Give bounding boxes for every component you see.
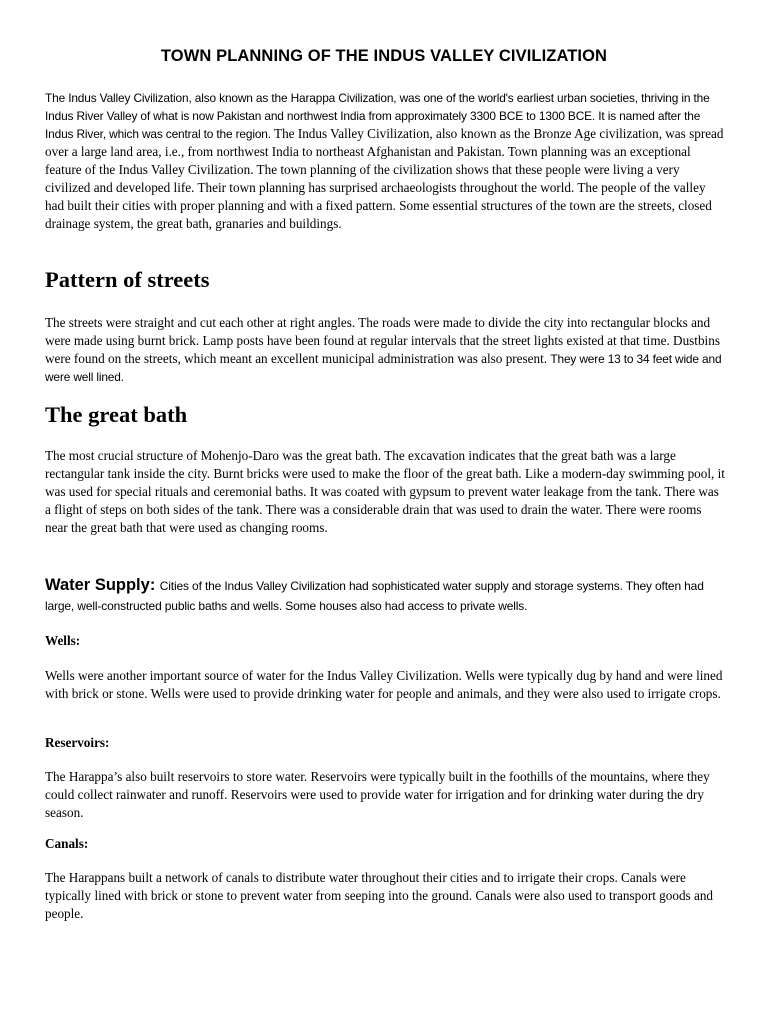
intro-paragraph: [45, 89, 725, 233]
page-title: TOWN PLANNING OF THE INDUS VALLEY CIVILIZATION: [160, 47, 608, 65]
reservoirs-text: ’s also built reservoirs to store water. Reservoirs were typically built in the foothills of the mountains, where they could collect rainwater and runoff. Reservoirs were used to provide water for irrigation and for drinking water during the dry season.: [45, 769, 710, 820]
streets-text: The streets were straight and cut each other at right angles. The roads were made to divide the city into rectangular blocks and were made using burnt brick. Lamp posts have been found at regular intervals that the street lights existed at that time. Dustbins were found on the streets, which meant an excellent municipal administration was also present.: [45, 315, 720, 366]
intro-text-part1: The Indus Valley Civilization, also known as the Harappa Civilization, was one of the world's earliest urban societies, thriving in the Indus River Valley of what is now Pakistan and northwest India from approximately 3300 BCE to 1300 BCE. It is named after the Indus River, which was central to the region.: [45, 91, 710, 141]
heading-water-supply: Water Supply:: [45, 576, 156, 594]
streets-paragraph: [45, 314, 725, 386]
streets-text-tail: They were 13 to 34 feet wide and were well lined.: [45, 352, 722, 384]
heading-pattern-of-streets: Pattern of streets: [45, 267, 210, 292]
heading-great-bath: The great bath: [45, 402, 188, 427]
water-supply-text: Cities of the Indus Valley Civilization had sophisticated water supply and storage systems. They often had large, well-constructed public baths and wells. Some houses also had access to private wells.: [45, 579, 704, 613]
wells-paragraph: Wells were another important source of water for the Indus Valley Civilization. Wells were typically dug by hand and were lined with brick or stone. Wells were used to provide drinking water for people and animals, and they were also used to irrigate crops.: [45, 668, 723, 701]
heading-reservoirs: Reservoirs:: [45, 735, 110, 750]
water-supply-paragraph: [45, 575, 735, 616]
reservoirs-paragraph: [45, 768, 725, 822]
heading-canals: Canals:: [45, 836, 89, 851]
intro-text-part2: The Indus Valley Civilization, also known as the Bronze Age civilization, was spread over a large land area, i.e., from northwest India to northeast Afghanistan and Pakistan. Town planning was an exceptional feature of the Indus Valley Civilization. The town planning of the civilization shows that these people were living a very civilized and developed life. Their town planning has surprised archaeologists throughout the world. The people of the valley had built their cities with proper planning and with a fixed pattern. Some essential structures of the town are the streets, closed drainage system, the great bath, granaries and buildings.: [45, 126, 724, 231]
great-bath-paragraph: The most crucial structure of Mohenjo-Daro was the great bath. The excavation indicates that the great bath was a large rectangular tank inside the city. Burnt bricks were used to make the floor of the great bath. Like a modern-day swimming pool, it was used for special rituals and ceremonial baths. It was coated with gypsum to prevent water leakage from the tank. There was a flight of steps on both sides of the tank. There was a considerable drain that was used to drain the water. There were rooms near the great bath that were used as changing rooms.: [45, 448, 725, 535]
heading-wells: Wells:: [45, 633, 81, 648]
reservoirs-lead: The: [45, 769, 69, 784]
reservoirs-harappa-word: Harappa: [68, 769, 114, 784]
canals-paragraph: The Harappans built a network of canals to distribute water throughout their cities and to irrigate their crops. Canals were typically lined with brick or stone to prevent water from seeping into the ground. Canals were also used to transport goods and people.: [45, 870, 714, 921]
